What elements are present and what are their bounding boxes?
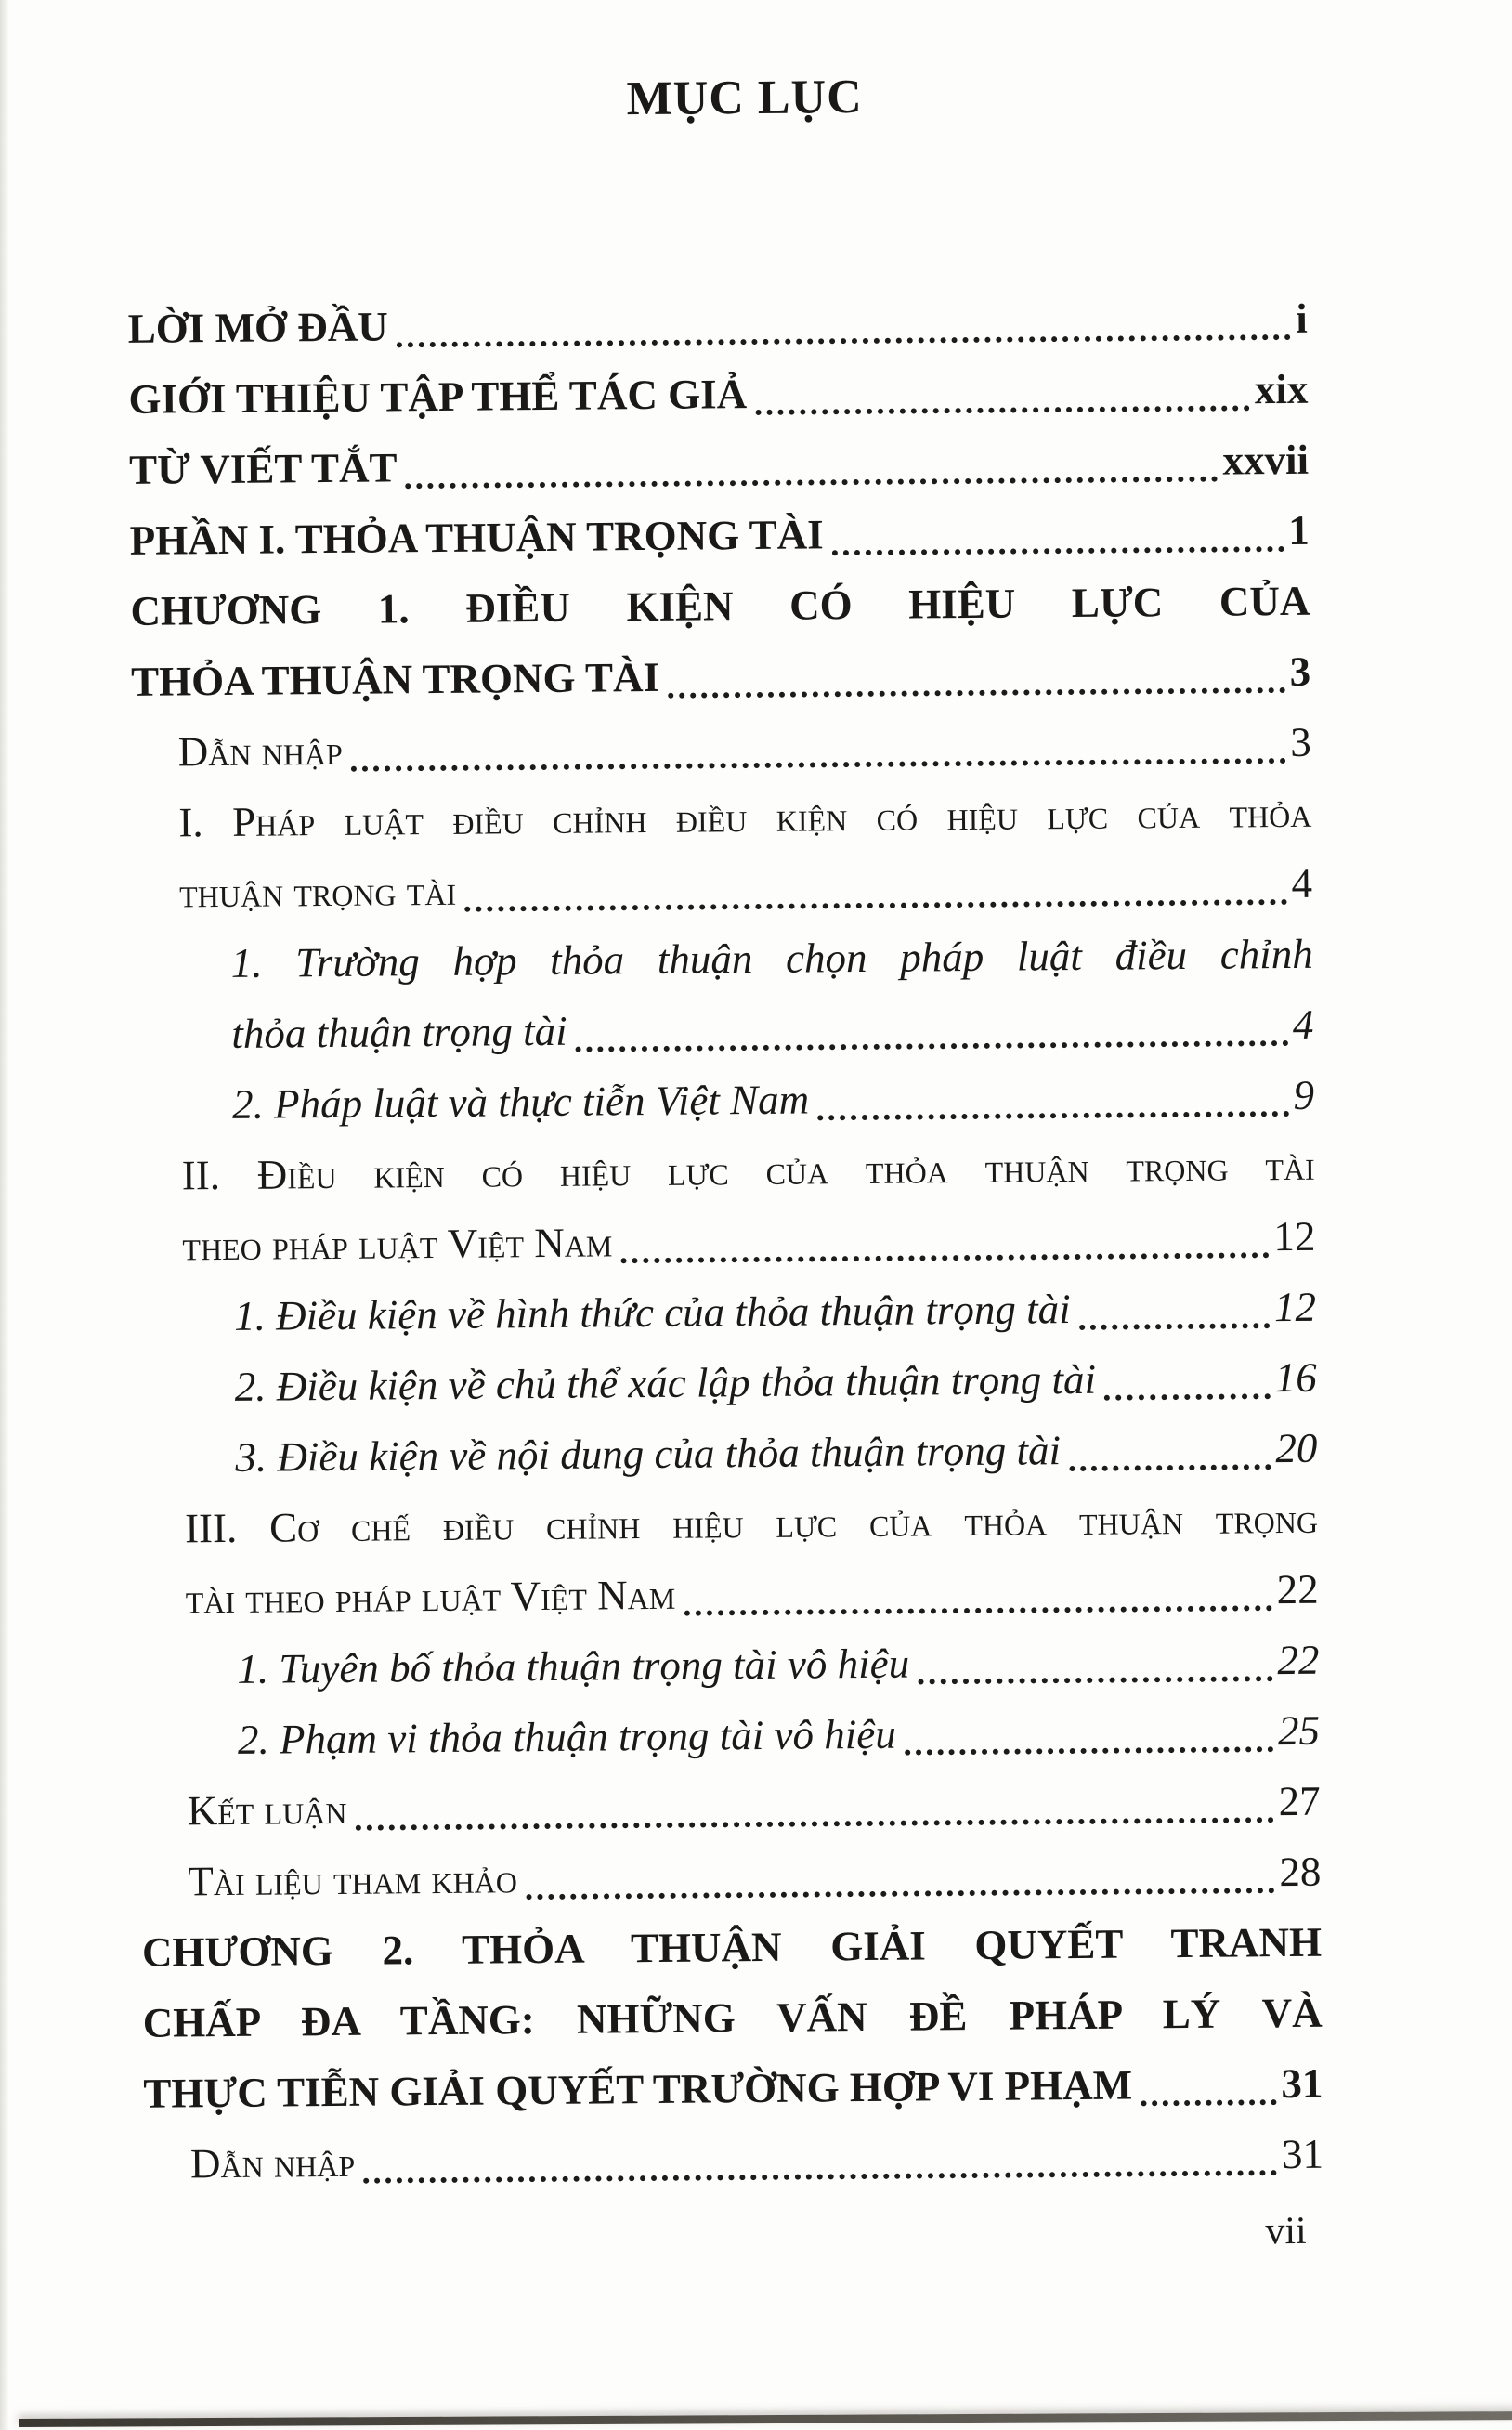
dot-leader [817, 1060, 1289, 1120]
toc-entry-line: III. Cơ chế điều chỉnh hiệu lực của thỏa thuận trọng [184, 1495, 1319, 1552]
toc-entry-label: 1. Tuyên bố thỏa thuận trọng tài vô hiệu [237, 1640, 910, 1692]
dot-leader [918, 1625, 1273, 1684]
dot-leader [755, 354, 1250, 415]
toc-entry-lastline [238, 1695, 1321, 1775]
toc-page-number: 12 [1273, 1283, 1317, 1331]
toc-entry-label: TỪ VIẾT TẮT [128, 444, 398, 493]
toc-page-number: 22 [1277, 1636, 1320, 1684]
toc-list [127, 283, 1323, 2200]
toc-page-number: 16 [1274, 1353, 1317, 1402]
toc-entry-label: 2. Pháp luật và thực tiễn Việt Nam [231, 1076, 810, 1128]
toc-entry-lastline [131, 636, 1311, 717]
toc-entry-label: 1. Điều kiện về hình thức của thỏa thuận trọng tài [233, 1286, 1071, 1339]
toc-entry-label: Tài liệu tham khảo [188, 1855, 518, 1905]
dot-leader [1078, 1272, 1270, 1330]
toc-page-number: 9 [1293, 1071, 1315, 1118]
page-number-footer: vii [1265, 2209, 1307, 2254]
dot-leader [464, 848, 1287, 912]
toc-entry-lastline [231, 989, 1314, 1069]
toc-page-number: 31 [1281, 2130, 1324, 2178]
toc-page-number: i [1296, 294, 1308, 342]
toc-page-number: 1 [1288, 506, 1310, 554]
toc-entry-lastline [188, 1836, 1322, 1917]
toc-page-number: xxvii [1222, 436, 1310, 484]
toc-entry-lastline [234, 1342, 1317, 1422]
toc-entry [137, 1272, 1317, 1352]
toc-entry-lastline [234, 1272, 1317, 1352]
dot-leader [351, 707, 1286, 772]
toc-entry-lastline [129, 495, 1310, 576]
toc-page-number: 4 [1292, 1000, 1314, 1048]
toc-page-number: 12 [1273, 1212, 1316, 1261]
page-title: MỤC LỤC [626, 70, 863, 126]
dot-leader [904, 1695, 1273, 1755]
toc-entry-lastline [187, 1766, 1321, 1847]
dot-leader [668, 636, 1285, 699]
toc-entry-lastline [143, 2048, 1323, 2129]
toc-entry [144, 2119, 1324, 2200]
toc-entry-lastline [190, 2119, 1324, 2200]
toc-entry-label: theo pháp luật Việt Nam [182, 1219, 613, 1270]
toc-page-number: xix [1254, 365, 1309, 413]
toc-entry [141, 1836, 1322, 1917]
toc-page-number: 31 [1281, 2059, 1323, 2108]
toc-entry-line: CHƯƠNG 2. THỎA THUẬN GIẢI QUYẾT TRANH [141, 1918, 1323, 1976]
toc-entry [140, 1695, 1321, 1776]
toc-entry-lastline [179, 848, 1313, 929]
dot-leader [396, 283, 1291, 347]
dot-leader [355, 1766, 1274, 1831]
toc-entry-lastline [182, 1201, 1316, 1282]
toc-entry-label: 2. Phạm vi thỏa thuận trọng tài vô hiệu [237, 1710, 896, 1763]
toc-entry-line: I. Pháp luật điều chỉnh điều kiện có hiệu lực của thỏa [178, 789, 1312, 846]
toc-entry-label: THỰC TIỄN GIẢI QUYẾT TRƯỜNG HỢP VI PHẠM [143, 2061, 1133, 2117]
toc-page-number: 4 [1291, 859, 1313, 907]
toc-entry-label: GIỚI THIỆU TẬP THỂ TÁC GIẢ [128, 371, 748, 423]
toc-entry-label: Kết luận [187, 1785, 347, 1835]
toc-entry [127, 283, 1308, 364]
toc-entry-lastline [232, 1060, 1315, 1140]
toc-page-number: 25 [1277, 1706, 1321, 1755]
toc-entry [128, 354, 1309, 435]
toc-entry-label: Dẫn nhập [177, 726, 344, 776]
dot-leader [363, 2119, 1277, 2184]
toc-entry [137, 1413, 1318, 1494]
toc-entry [139, 1625, 1320, 1705]
toc-entry-label: THỎA THUẬN TRỌNG TÀI [130, 653, 660, 705]
toc-entry-line: CHƯƠNG 1. ĐIỀU KIỆN CÓ HIỆU LỰC CỦA [130, 577, 1310, 634]
toc-entry [132, 777, 1312, 929]
toc-entry-lastline [127, 283, 1308, 364]
toc-entry [142, 1907, 1323, 2129]
dot-leader [405, 425, 1219, 490]
toc-entry-line: 1. Trường hợp thỏa thuận chọn pháp luật điều chỉnh [230, 930, 1313, 986]
toc-entry [138, 1483, 1319, 1635]
dot-leader [620, 1201, 1270, 1263]
toc-entry-lastline [129, 425, 1310, 505]
toc-entry-label: LỜI MỞ ĐẦU [127, 303, 388, 352]
dot-leader [1069, 1413, 1271, 1471]
toc-entry [133, 919, 1313, 1070]
dot-leader [1141, 2048, 1277, 2106]
toc-entry [131, 707, 1311, 788]
toc-entry-label: thỏa thuận trọng tài [231, 1007, 567, 1057]
toc-entry-label: thuận trọng tài [178, 867, 457, 917]
toc-entry [129, 495, 1310, 576]
toc-entry-label: PHẦN I. THỎA THUẬN TRỌNG TÀI [129, 511, 824, 564]
toc-entry [140, 1766, 1321, 1847]
toc-entry-label: 3. Điều kiện về nội dung của thỏa thuận trọng tài [235, 1427, 1062, 1481]
toc-entry-label: Dẫn nhập [189, 2138, 356, 2188]
toc-entry-label: 2. Điều kiện về chủ thể xác lập thỏa thuận trọng tài [234, 1355, 1097, 1410]
toc-entry-lastline [185, 1554, 1319, 1635]
toc-entry [129, 425, 1310, 505]
toc-entry-lastline [128, 354, 1309, 435]
toc-entry-lastline [235, 1413, 1318, 1493]
dot-leader [831, 495, 1284, 555]
dot-leader [526, 1836, 1275, 1900]
toc-entry-lastline [237, 1625, 1320, 1705]
toc-entry [130, 566, 1310, 717]
toc-page-number: 20 [1275, 1424, 1318, 1472]
dot-leader [684, 1554, 1272, 1616]
toc-entry [135, 1130, 1315, 1282]
toc-entry-lastline [177, 707, 1311, 788]
dot-leader [1104, 1342, 1271, 1401]
toc-page-number: 28 [1279, 1848, 1322, 1896]
toc-entry-line: II. Điều kiện có hiệu lực của thỏa thuận trọng tài [181, 1142, 1315, 1199]
toc-page-number: 22 [1276, 1565, 1319, 1613]
toc-page-number: 27 [1278, 1777, 1321, 1825]
toc-entry-label: tài theo pháp luật Việt Nam [185, 1571, 676, 1623]
dot-leader [575, 989, 1288, 1052]
toc-page-number: 3 [1290, 718, 1311, 765]
toc-entry [135, 1060, 1315, 1141]
toc-entry-line: CHẤP ĐA TẦNG: NHỮNG VẤN ĐỀ PHÁP LÝ VÀ [142, 1989, 1323, 2046]
toc-entry [137, 1342, 1317, 1423]
toc-page-number: 3 [1289, 647, 1311, 695]
